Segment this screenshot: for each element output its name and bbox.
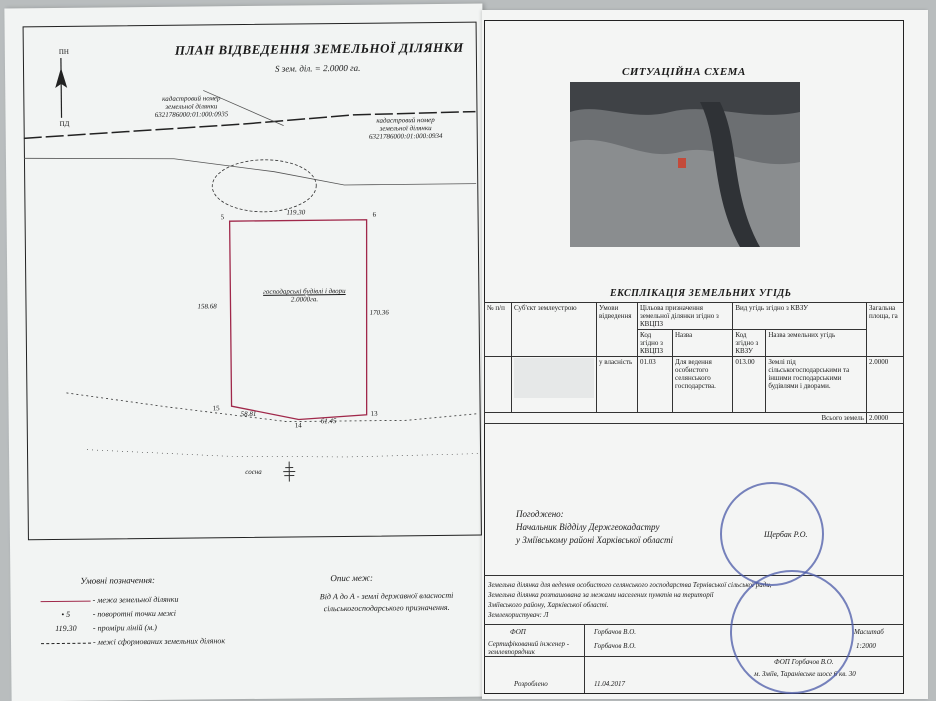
dim-right: 170.36: [370, 309, 389, 317]
explication-table: [484, 302, 904, 424]
legend-points-text: - поворотні точки межі: [93, 609, 176, 619]
plot-area: S зем. діл. = 2.0000 га.: [275, 63, 360, 74]
cadastre-1-number: 6321786000:01:000:0935: [141, 110, 241, 119]
opis-line-1: Від А до А - землі державної власності: [287, 590, 487, 604]
scheme-title: СИТУАЦІЙНА СХЕМА: [622, 66, 746, 78]
tree-label: сосна: [245, 468, 262, 476]
th-code-kvcpz: Код згідно з КВЦПЗ: [638, 330, 673, 357]
th-purpose: Цільова призначення земельної ділянки згідно з КВЦПЗ: [638, 303, 733, 330]
th-land-name: Назва земельних угідь: [766, 330, 867, 357]
point-15: 15: [213, 404, 220, 412]
total-label: Всього земель: [485, 413, 867, 424]
point-13: 13: [371, 410, 378, 418]
tb-address: м. Зміїв, Таранівське шосе 6 кв. 30: [754, 670, 856, 678]
agreed-line-2: у Зміївському районі Харківської області: [516, 534, 673, 547]
th-purpose-name: Назва: [673, 330, 733, 357]
dim-top: 119.30: [286, 208, 305, 216]
th-terms: Умови відведення: [597, 303, 638, 357]
legend-title: Умовні позначення:: [80, 575, 155, 586]
row-kvzu-code: 013.00: [733, 357, 766, 413]
row-terms: у власність: [597, 357, 638, 413]
point-5: 5: [221, 213, 225, 221]
north-label-top: ПН: [59, 48, 69, 56]
opis-line-2: сільськогосподарського призначення.: [287, 602, 487, 616]
left-page: [4, 4, 489, 701]
official-stamp-2: [730, 570, 854, 694]
tb-line1: Земельна ділянка для ведення особистого селянського господарства: [488, 581, 691, 589]
cadastre-2-number: 6321786000:01:000:0934: [356, 132, 456, 141]
legend-points-symbol: • 5: [41, 608, 91, 623]
point-14: 14: [295, 421, 302, 429]
tb-date: 11.04.2017: [594, 680, 625, 688]
legend-measure-symbol: 119.30: [41, 622, 91, 637]
th-total: Загальна площа, га: [867, 303, 904, 357]
tb-engineer: Сертифікований інженер - землевпорядник: [488, 640, 588, 656]
north-label-bottom: ПД: [60, 120, 70, 128]
tb-made: Розроблено: [514, 680, 548, 688]
legend-formed-text: - межі сформованих земельних ділянок: [93, 636, 225, 646]
expl-title: ЕКСПЛІКАЦІЯ ЗЕМЕЛЬНИХ УГІДЬ: [610, 288, 792, 299]
row-code: 01.03: [638, 357, 673, 413]
agreement: [516, 508, 673, 547]
tb-fop: ФОП: [510, 628, 526, 636]
dim-bottom-right: 61.45: [321, 417, 337, 425]
cadastre-1-label2: земельної ділянки: [141, 102, 241, 111]
tb-engineer-name: Горбачов В.О.: [594, 642, 636, 650]
tb-line3: Землекористувач: Л: [488, 611, 548, 619]
row-num: [485, 357, 512, 413]
row-kvzu-name: Землі під сільськогосподарськими та іншими господарськими будівлями і дворами.: [766, 357, 867, 413]
row-subject-redacted: [512, 357, 597, 413]
right-page: [482, 10, 928, 699]
th-code-kvzu: Код згідно з КВЗУ: [733, 330, 766, 357]
cadastre-2-label: кадастровий номер: [356, 116, 456, 125]
row-purpose: Для ведення особистого селянського господарства.: [673, 357, 733, 413]
tb-company: ФОП Горбачов В.О.: [774, 658, 834, 666]
row-total: 2.0000: [867, 357, 904, 413]
cadastre-1-label: кадастровий номер: [141, 94, 241, 103]
th-kvzu: Вид угідь згідно з КВЗУ: [733, 303, 867, 330]
plot-label-usage: господарські будівлі і двори: [239, 287, 369, 296]
plot-label-area: 2.0000га.: [239, 295, 369, 304]
tb-line1b: Тернівської сільської ради,: [693, 581, 772, 589]
agreed-signature: Щербак Р.О.: [764, 530, 808, 539]
legend-row-formed: [41, 634, 225, 650]
dim-left: 158.68: [197, 302, 216, 310]
tb-line2a: Земельна ділянка розташована за межами населених пунктів на території: [488, 591, 714, 599]
situation-map: [570, 82, 800, 247]
tb-scale-label: Масштаб: [854, 628, 884, 636]
legend-measure-text: - проміри ліній (м.): [93, 623, 157, 633]
opis-title: Опис меж:: [330, 573, 373, 583]
legend-boundary-text: - межа земельної ділянки: [93, 595, 179, 605]
plan-title: ПЛАН ВІДВЕДЕННЯ ЗЕМЕЛЬНОЇ ДІЛЯНКИ: [175, 40, 464, 59]
opis: [287, 590, 487, 616]
agreed-line-1: Начальник Відділу Держгеокадастру: [516, 521, 673, 534]
th-num: № п/п: [485, 303, 512, 357]
total-value: 2.0000: [867, 413, 904, 424]
official-stamp-1: [720, 482, 824, 586]
th-subject: Суб'єкт землеустрою: [512, 303, 597, 357]
tb-fop-name: Горбачов В.О.: [594, 628, 636, 636]
tb-line2: Зміївського району, Харківської області.: [488, 601, 608, 609]
dim-bottom-left: 58.81: [241, 410, 257, 418]
plot-label: [239, 287, 369, 304]
tb-scale: 1:2000: [856, 642, 876, 650]
point-6: 6: [373, 211, 377, 219]
cadastre-2-label2: земельної ділянки: [356, 124, 456, 133]
legend: [41, 592, 226, 650]
agreed-label: Погоджено:: [516, 508, 673, 521]
